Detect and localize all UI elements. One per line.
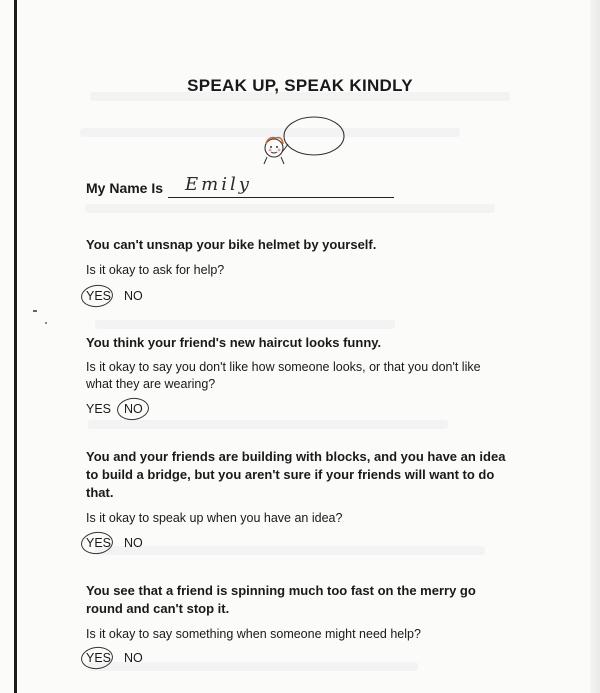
name-write-line[interactable] bbox=[168, 197, 394, 198]
name-label: My Name Is bbox=[86, 180, 164, 196]
question-4-prompt: Is it okay to say something when someone might need help? bbox=[86, 627, 421, 641]
stray-mark bbox=[33, 310, 37, 312]
question-4-answers bbox=[86, 651, 206, 671]
question-2-answers bbox=[86, 402, 206, 422]
bleed-through-line bbox=[95, 320, 395, 329]
no-option[interactable]: NO bbox=[124, 651, 143, 665]
question-1-prompt: Is it okay to ask for help? bbox=[86, 263, 225, 277]
page-title: SPEAK UP, SPEAK KINDLY bbox=[187, 76, 413, 95]
name-row bbox=[86, 176, 396, 200]
no-option[interactable]: NO bbox=[124, 289, 143, 303]
question-4-statement: You see that a friend is spinning much too fast on the merry go round and can't stop it. bbox=[86, 583, 476, 616]
question-1-statement: You can't unsnap your bike helmet by yourself. bbox=[86, 237, 377, 252]
stray-mark bbox=[45, 322, 47, 324]
no-option[interactable]: NO bbox=[124, 402, 143, 416]
yes-option[interactable]: YES bbox=[86, 536, 112, 550]
handwritten-name: Emily bbox=[185, 174, 252, 195]
question-1-answers bbox=[86, 289, 206, 309]
yes-option[interactable]: YES bbox=[86, 651, 112, 665]
question-2-statement: You think your friend's new haircut looks funny. bbox=[86, 335, 382, 350]
yes-option[interactable]: YES bbox=[86, 289, 112, 303]
question-3-statement: You and your friends are building with blocks, and you have an idea to build a bridge, but you aren't sure if your friends will want to do that. bbox=[86, 449, 506, 500]
no-option[interactable]: NO bbox=[124, 536, 143, 550]
question-3-answers bbox=[86, 536, 206, 556]
yes-option[interactable]: YES bbox=[86, 402, 112, 416]
bleed-through-line bbox=[85, 204, 495, 213]
question-2-prompt: Is it okay to say you don't like how someone looks, or that you don't like what they are wearing? bbox=[86, 360, 481, 391]
page-left-edge bbox=[14, 0, 17, 693]
page-right-edge bbox=[590, 0, 600, 693]
question-3-prompt: Is it okay to speak up when you have an idea? bbox=[86, 511, 343, 525]
child-speech-bubble-illustration bbox=[258, 114, 350, 166]
